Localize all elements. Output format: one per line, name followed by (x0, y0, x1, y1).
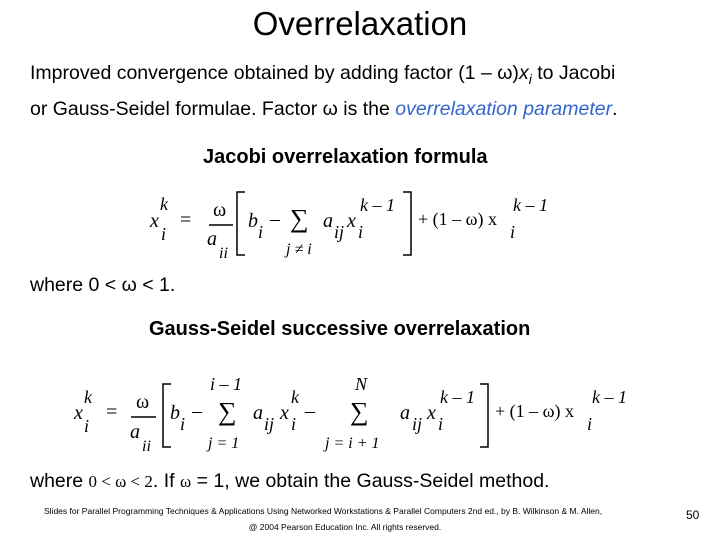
svg-text:i: i (258, 222, 264, 242)
svg-text:a: a (323, 210, 333, 232)
gs-sum-2: ∑ (350, 397, 369, 426)
svg-text:j = i + 1: j = i + 1 (325, 435, 380, 452)
svg-text:ij: ij (412, 414, 423, 434)
jacobi-where: where 0 < ω < 1. (30, 274, 176, 296)
svg-text:b: b (170, 402, 180, 424)
svg-text:ii: ii (219, 245, 228, 262)
svg-text:i: i (161, 224, 167, 244)
jacobi-x: x (150, 210, 159, 232)
svg-text:a: a (253, 402, 263, 424)
gauss-seidel-formula (0, 372, 720, 464)
svg-text:b: b (248, 210, 258, 232)
svg-text:i: i (358, 222, 364, 242)
svg-text:i: i (84, 416, 90, 436)
svg-text:k: k (84, 387, 92, 407)
footer-credit: Slides for Parallel Programming Techniques & Applications Using Networked Workstations & Parallel Computers 2nd ed., by B. Wilkinson & M. Allen, (44, 506, 603, 516)
intro-line-1: Improved convergence obtained by adding factor $(1 - \omega)x_i$ to Jacobi (30, 62, 616, 87)
svg-text:i – 1: i – 1 (210, 374, 243, 394)
svg-text:–: – (305, 400, 315, 422)
svg-text:=: = (180, 209, 192, 231)
gs-sum-1: ∑ (218, 397, 237, 426)
svg-text:j = 1: j = 1 (208, 435, 240, 452)
svg-text:a: a (207, 228, 217, 250)
svg-text:ij: ij (334, 222, 345, 242)
jacobi-heading: Jacobi overrelaxation formula (203, 146, 488, 168)
svg-text:–: – (192, 400, 202, 422)
jacobi-left-bracket (237, 192, 245, 255)
svg-text:k – 1: k – 1 (592, 387, 627, 407)
svg-text:j ≠ i: j ≠ i (286, 241, 312, 258)
slide-title: Overrelaxation (252, 5, 468, 42)
page-number: 50 (686, 508, 700, 522)
gs-tail: + (1 – ω) x (495, 401, 574, 421)
svg-text:ii: ii (142, 438, 151, 455)
gs-right-bracket (480, 384, 488, 447)
svg-text:x: x (347, 210, 356, 232)
svg-text:x: x (427, 402, 436, 424)
jacobi-formula (0, 180, 720, 270)
svg-text:k: k (160, 194, 168, 214)
svg-text:k – 1: k – 1 (360, 195, 395, 215)
svg-text:x: x (74, 402, 83, 424)
intro-paragraph (30, 58, 700, 124)
svg-text:i: i (510, 222, 516, 242)
svg-text:i: i (180, 414, 186, 434)
svg-text:ω: ω (136, 391, 150, 413)
svg-text:=: = (106, 401, 118, 423)
overrelaxation-term: overrelaxation parameter (395, 97, 613, 120)
gauss-seidel-where: where 0 < ω < 2. If ω = 1, we obtain the Gauss-Seidel method. (30, 470, 550, 492)
svg-text:i: i (438, 414, 444, 434)
svg-text:a: a (400, 402, 410, 424)
jacobi-sum: ∑ (290, 204, 309, 233)
jacobi-right-bracket (403, 192, 411, 255)
intro-line-2: or Gauss-Seidel formulae. Factor ω is the overrelaxation parameter. (30, 97, 618, 120)
jacobi-tail: + (1 – ω) x (418, 209, 497, 229)
jacobi-omega: ω (213, 199, 227, 221)
svg-text:i: i (587, 414, 593, 434)
svg-text:ij: ij (264, 414, 275, 434)
svg-text:x: x (280, 402, 289, 424)
svg-text:i: i (291, 414, 297, 434)
svg-text:k: k (291, 387, 299, 407)
footer-copyright: @ 2004 Pearson Education Inc. All rights reserved. (248, 522, 442, 532)
svg-text:a: a (130, 421, 140, 443)
svg-text:N: N (355, 374, 368, 394)
svg-text:–: – (270, 208, 280, 230)
svg-text:k – 1: k – 1 (513, 195, 548, 215)
svg-text:k – 1: k – 1 (440, 387, 475, 407)
gauss-seidel-heading: Gauss-Seidel successive overrelaxation (149, 318, 531, 340)
